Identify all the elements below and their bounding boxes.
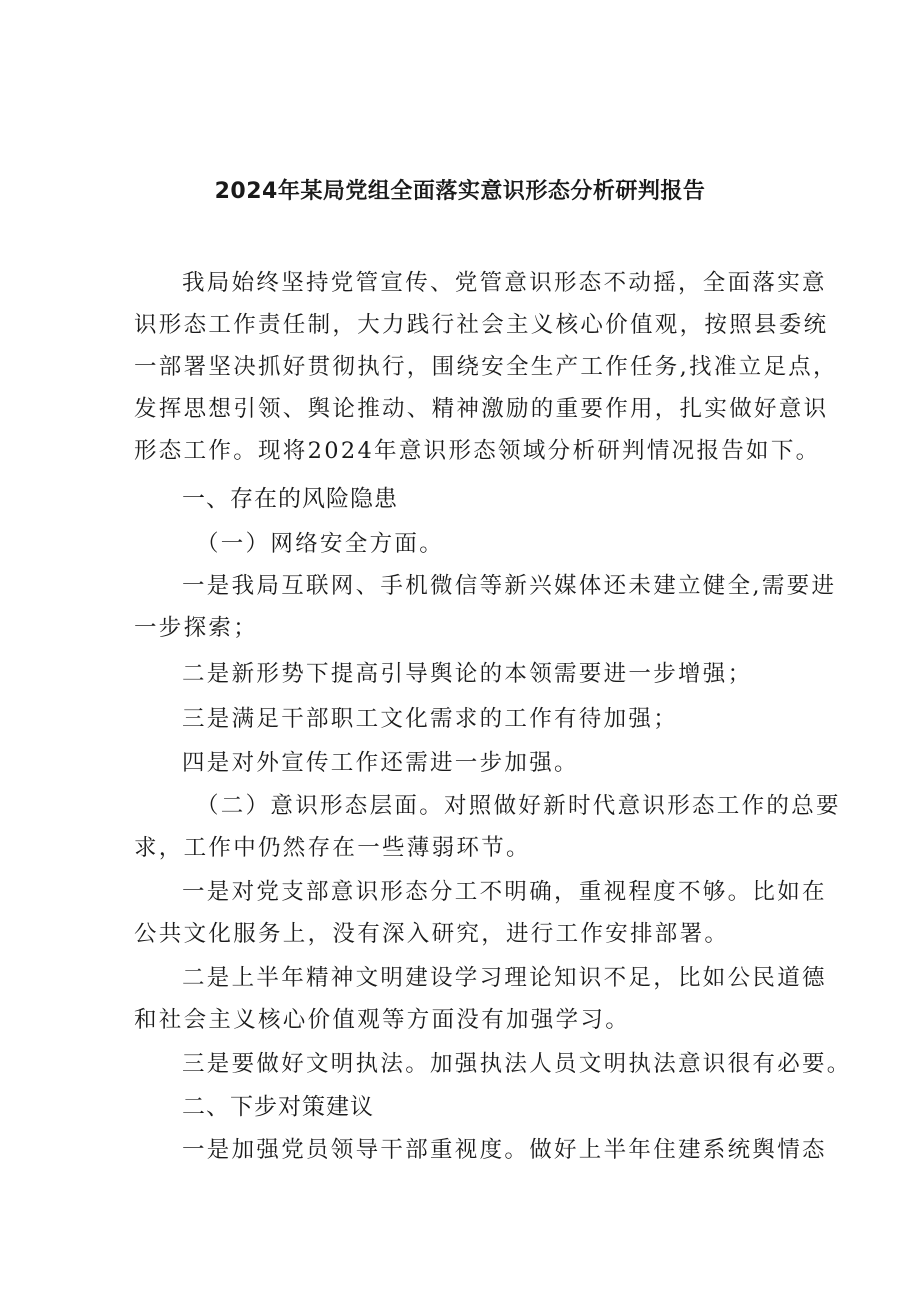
intro-line-3: 一部署坚决抓好贯彻执行，围绕安全生产工作任务,找准立足点， [134,354,838,380]
intro-line-4: 发挥思想引领、舆论推动、精神激励的重要作用，扎实做好意识 [134,396,829,422]
item-2: 二是新形势下提高引导舆论的本领需要进一步增强； [182,661,753,687]
item-1-line-1: 一是我局互联网、手机微信等新兴媒体还未建立健全,需要进 [182,573,837,599]
point-1-line-1: 一是对党支部意识形态分工不明确，重视程度不够。比如在 [182,879,827,905]
intro-line-2: 识形态工作责任制，大力践行社会主义核心价值观，按照县委统 [134,312,829,338]
intro-line-1: 我局始终坚持党管宣传、党管意识形态不动摇，全面落实意 [182,270,827,296]
subsection-1-title: （一）网络安全方面。 [196,531,445,557]
section-2-heading: 二、下步对策建议 [182,1094,374,1120]
section-1-heading: 一、存在的风险隐患 [182,486,398,512]
item-3: 三是满足干部职工文化需求的工作有待加强； [182,706,679,732]
point-2-line-1: 二是上半年精神文明建设学习理论知识不足，比如公民道德 [182,965,827,991]
point-3: 三是要做好文明执法。加强执法人员文明执法意识很有必要。 [182,1051,852,1077]
subsection-2-line-1: （二）意识形态层面。对照做好新时代意识形态工作的总要 [196,793,841,819]
section-2-point-1: 一是加强党员领导干部重视度。做好上半年住建系统舆情态 [182,1137,827,1163]
subsection-2-line-2: 求，工作中仍然存在一些薄弱环节。 [134,835,531,861]
item-4: 四是对外宣传工作还需进一步加强。 [182,750,579,776]
point-2-line-2: 和社会主义核心价值观等方面没有加强学习。 [134,1007,631,1033]
intro-line-5: 形态工作。现将2024年意识形态领域分析研判情况报告如下。 [134,438,821,464]
item-1-line-2: 一步探索； [134,615,259,641]
point-1-line-2: 公共文化服务上，没有深入研究，进行工作安排部署。 [134,921,730,947]
document-title: 2024年某局党组全面落实意识形态分析研判报告 [214,179,706,204]
